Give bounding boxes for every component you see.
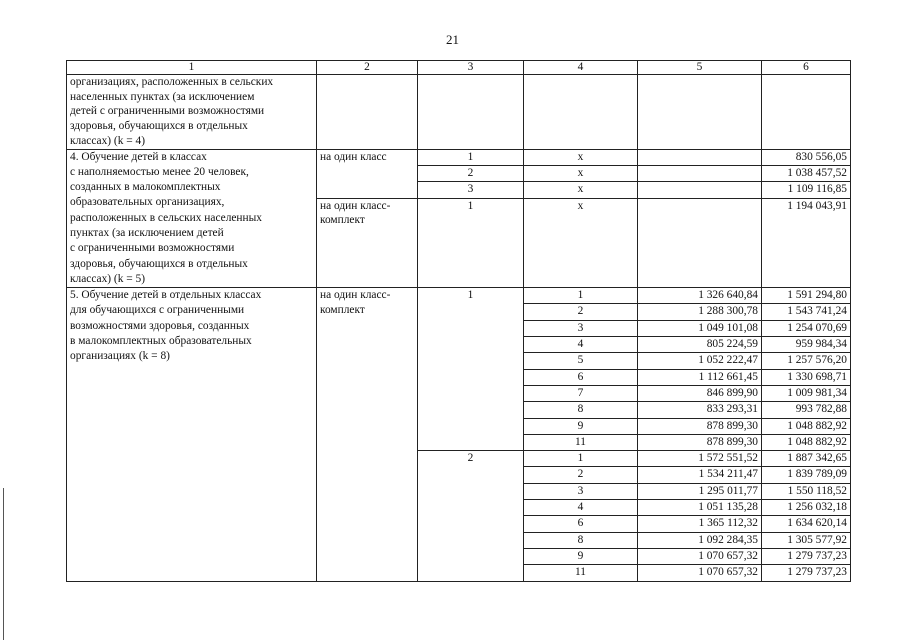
empty-cell xyxy=(317,75,418,150)
cell-col4: 8 xyxy=(524,402,638,418)
cell-col5: 1 288 300,78 xyxy=(638,304,762,320)
cell-col3: 1 xyxy=(418,149,524,165)
cell-col6: 1 543 741,24 xyxy=(762,304,851,320)
cell-col5 xyxy=(638,149,762,165)
cell-col4: 9 xyxy=(524,548,638,564)
empty-cell xyxy=(638,75,762,150)
cell-col4: x xyxy=(524,149,638,165)
unit-cell: на один класс- комплект xyxy=(317,288,418,581)
unit-cell: на один класс- комплект xyxy=(317,198,418,288)
cell-col4: 3 xyxy=(524,320,638,336)
cell-col6: 1 305 577,92 xyxy=(762,532,851,548)
cell-col4: 11 xyxy=(524,565,638,581)
cell-col4: x xyxy=(524,165,638,181)
empty-cell xyxy=(418,75,524,150)
cell-col5: 1 052 222,47 xyxy=(638,353,762,369)
header-cell: 2 xyxy=(317,61,418,75)
cell-col4: 11 xyxy=(524,434,638,450)
header-cell: 4 xyxy=(524,61,638,75)
cell-col5: 846 899,90 xyxy=(638,385,762,401)
cell-col5: 1 112 661,45 xyxy=(638,369,762,385)
cell-col5: 1 051 135,28 xyxy=(638,500,762,516)
cell-col3: 1 xyxy=(418,288,524,451)
cell-col4: 8 xyxy=(524,532,638,548)
cell-col4: 3 xyxy=(524,483,638,499)
header-cell: 6 xyxy=(762,61,851,75)
cell-col3: 3 xyxy=(418,182,524,198)
cell-col6: 1 591 294,80 xyxy=(762,288,851,304)
header-cell: 5 xyxy=(638,61,762,75)
cell-col4: 1 xyxy=(524,288,638,304)
cell-col4: 4 xyxy=(524,337,638,353)
cell-col5: 878 899,30 xyxy=(638,434,762,450)
cell-col6: 1 048 882,92 xyxy=(762,434,851,450)
header-cell: 3 xyxy=(418,61,524,75)
row-description: 4. Обучение детей в классах с наполняемостью менее 20 человек, созданных в малокомплектных образовательных организациях, расположенных в сельских населенных пунктах (за исключением детей с ограниченными возможностями здоровья, обучающихся в отдельных классах) (k = 5) xyxy=(67,149,317,288)
cell-col5 xyxy=(638,182,762,198)
cell-col6: 1 038 457,52 xyxy=(762,165,851,181)
cell-col6: 1 330 698,71 xyxy=(762,369,851,385)
scan-margin-line xyxy=(3,488,4,640)
cell-col4: x xyxy=(524,198,638,288)
cell-col6: 1 257 576,20 xyxy=(762,353,851,369)
cell-col4: 1 xyxy=(524,451,638,467)
cell-col5: 833 293,31 xyxy=(638,402,762,418)
cell-col4: 2 xyxy=(524,304,638,320)
cell-col6: 1 279 737,23 xyxy=(762,565,851,581)
cell-col6: 1 109 116,85 xyxy=(762,182,851,198)
cell-col3: 2 xyxy=(418,451,524,581)
cell-col6: 1 048 882,92 xyxy=(762,418,851,434)
cell-col5 xyxy=(638,198,762,288)
row-description: 5. Обучение детей в отдельных классах для обучающихся с ограниченными возможностями здоровья, созданных в малокомплектных образовательных организациях (k = 8) xyxy=(67,288,317,581)
normatives-table xyxy=(66,60,851,582)
cell-col6: 1 254 070,69 xyxy=(762,320,851,336)
cell-col5: 1 534 211,47 xyxy=(638,467,762,483)
cell-col6: 993 782,88 xyxy=(762,402,851,418)
cell-col4: 6 xyxy=(524,369,638,385)
row-description: организациях, расположенных в сельских населенных пунктах (за исключением детей с ограниченными возможностями здоровья, обучающихся в отдельных классах) (k = 4) xyxy=(67,75,317,150)
cell-col6: 1 256 032,18 xyxy=(762,500,851,516)
unit-cell: на один класс xyxy=(317,149,418,198)
cell-col4: x xyxy=(524,182,638,198)
cell-col6: 1 634 620,14 xyxy=(762,516,851,532)
cell-col6: 830 556,05 xyxy=(762,149,851,165)
cell-col3: 1 xyxy=(418,198,524,288)
cell-col6: 1 279 737,23 xyxy=(762,548,851,564)
cell-col5 xyxy=(638,165,762,181)
cell-col5: 1 070 657,32 xyxy=(638,548,762,564)
cell-col5: 1 070 657,32 xyxy=(638,565,762,581)
cell-col4: 5 xyxy=(524,353,638,369)
cell-col5: 878 899,30 xyxy=(638,418,762,434)
cell-col6: 1 194 043,91 xyxy=(762,198,851,288)
cell-col5: 1 049 101,08 xyxy=(638,320,762,336)
header-cell: 1 xyxy=(67,61,317,75)
header-row xyxy=(67,61,851,75)
cell-col6: 1 887 342,65 xyxy=(762,451,851,467)
cell-col5: 1 365 112,32 xyxy=(638,516,762,532)
cell-col5: 1 326 640,84 xyxy=(638,288,762,304)
cell-col5: 805 224,59 xyxy=(638,337,762,353)
cell-col5: 1 572 551,52 xyxy=(638,451,762,467)
cell-col4: 9 xyxy=(524,418,638,434)
cell-col6: 1 550 118,52 xyxy=(762,483,851,499)
cell-col6: 1 009 981,34 xyxy=(762,385,851,401)
cell-col4: 2 xyxy=(524,467,638,483)
table-row xyxy=(67,149,851,165)
empty-cell xyxy=(524,75,638,150)
cell-col6: 959 984,34 xyxy=(762,337,851,353)
cell-col4: 4 xyxy=(524,500,638,516)
page-number: 21 xyxy=(446,32,459,47)
table-row-k4 xyxy=(67,75,851,150)
empty-cell xyxy=(762,75,851,150)
cell-col6: 1 839 789,09 xyxy=(762,467,851,483)
cell-col4: 6 xyxy=(524,516,638,532)
table-row xyxy=(67,288,851,304)
cell-col5: 1 092 284,35 xyxy=(638,532,762,548)
cell-col3: 2 xyxy=(418,165,524,181)
cell-col5: 1 295 011,77 xyxy=(638,483,762,499)
cell-col4: 7 xyxy=(524,385,638,401)
